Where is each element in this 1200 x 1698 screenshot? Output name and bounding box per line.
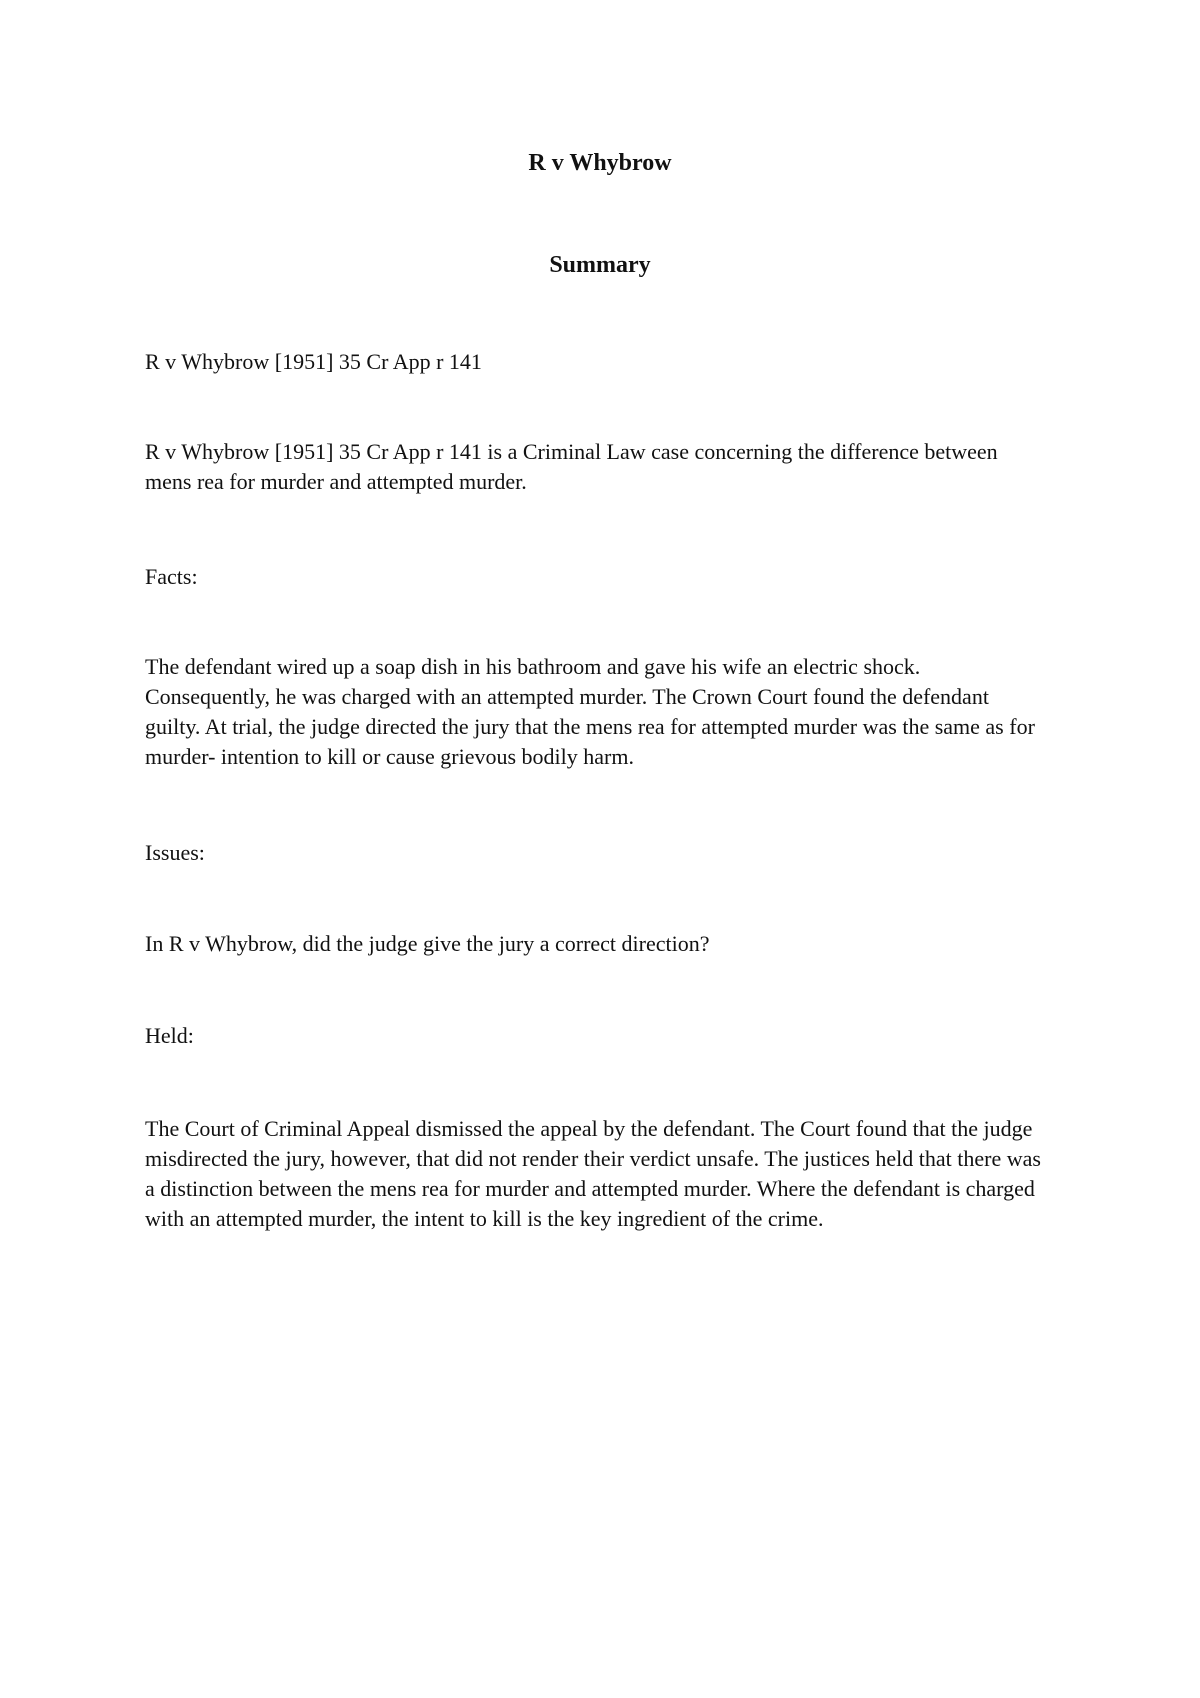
document-title: R v Whybrow [528,150,672,176]
held-heading: Held: [145,1023,194,1048]
issues-heading: Issues: [145,840,205,865]
held-paragraph: The Court of Criminal Appeal dismissed the appeal by the defendant. The Court found that the judge misdirected the jury, however, that did not render their verdict unsafe. The justices held that there was a distinction between the mens rea for murder and attempted murder. Where the defendant is charged with an attempted murder, the intent to kill is the key ingredient of the crime. [145,1116,1041,1231]
section-title: Summary [549,252,651,278]
facts-paragraph: The defendant wired up a soap dish in his bathroom and gave his wife an electric shock. Consequently, he was charged with an attempted murder. The Crown Court found the defendant guilty. At trial, the judge directed the jury that the mens rea for attempted murder was the same as for murder- intention to kill or cause grievous bodily harm. [145,654,1035,769]
intro-paragraph: R v Whybrow [1951] 35 Cr App r 141 is a Criminal Law case concerning the difference between mens rea for murder and attempted murder. [145,439,998,494]
issues-paragraph: In R v Whybrow, did the judge give the jury a correct direction? [145,931,710,956]
case-citation: R v Whybrow [1951] 35 Cr App r 141 [145,349,482,374]
facts-heading: Facts: [145,564,198,589]
